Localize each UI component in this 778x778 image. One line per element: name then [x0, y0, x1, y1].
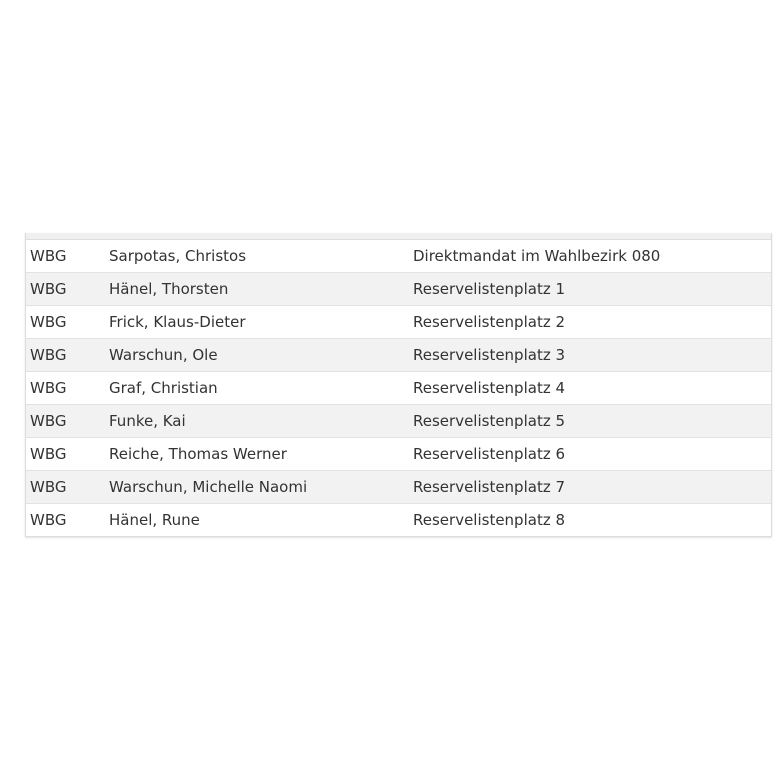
table-row — [26, 504, 771, 536]
name-cell: Sarpotas, Christos — [109, 247, 247, 265]
mandate-cell: Reservelistenplatz 8 — [413, 511, 566, 529]
party-cell: WBG — [30, 511, 67, 529]
party-cell: WBG — [30, 280, 67, 298]
mandate-cell: Reservelistenplatz 4 — [413, 379, 566, 397]
table-row — [26, 240, 771, 273]
table-header-strip — [26, 233, 771, 240]
table-row — [26, 372, 771, 405]
party-cell: WBG — [30, 313, 67, 331]
table-row — [26, 405, 771, 438]
name-cell: Warschun, Ole — [109, 346, 218, 364]
mandate-cell: Reservelistenplatz 1 — [413, 280, 566, 298]
name-cell: Graf, Christian — [109, 379, 218, 397]
mandate-cell: Direktmandat im Wahlbezirk 080 — [413, 247, 661, 265]
name-cell: Reiche, Thomas Werner — [109, 445, 287, 463]
party-cell: WBG — [30, 346, 67, 364]
name-cell: Hänel, Rune — [109, 511, 200, 529]
party-cell: WBG — [30, 379, 67, 397]
party-cell: WBG — [30, 478, 67, 496]
mandate-cell: Reservelistenplatz 6 — [413, 445, 566, 463]
table-row — [26, 306, 771, 339]
candidates-table — [25, 233, 772, 537]
table-row — [26, 438, 771, 471]
mandate-cell: Reservelistenplatz 5 — [413, 412, 566, 430]
table-body — [26, 240, 771, 536]
table-row — [26, 273, 771, 306]
table-row — [26, 471, 771, 504]
name-cell: Frick, Klaus-Dieter — [109, 313, 246, 331]
mandate-cell: Reservelistenplatz 2 — [413, 313, 566, 331]
party-cell: WBG — [30, 247, 67, 265]
party-cell: WBG — [30, 445, 67, 463]
name-cell: Warschun, Michelle Naomi — [109, 478, 308, 496]
name-cell: Funke, Kai — [109, 412, 186, 430]
mandate-cell: Reservelistenplatz 7 — [413, 478, 566, 496]
mandate-cell: Reservelistenplatz 3 — [413, 346, 566, 364]
name-cell: Hänel, Thorsten — [109, 280, 229, 298]
party-cell: WBG — [30, 412, 67, 430]
table-row — [26, 339, 771, 372]
